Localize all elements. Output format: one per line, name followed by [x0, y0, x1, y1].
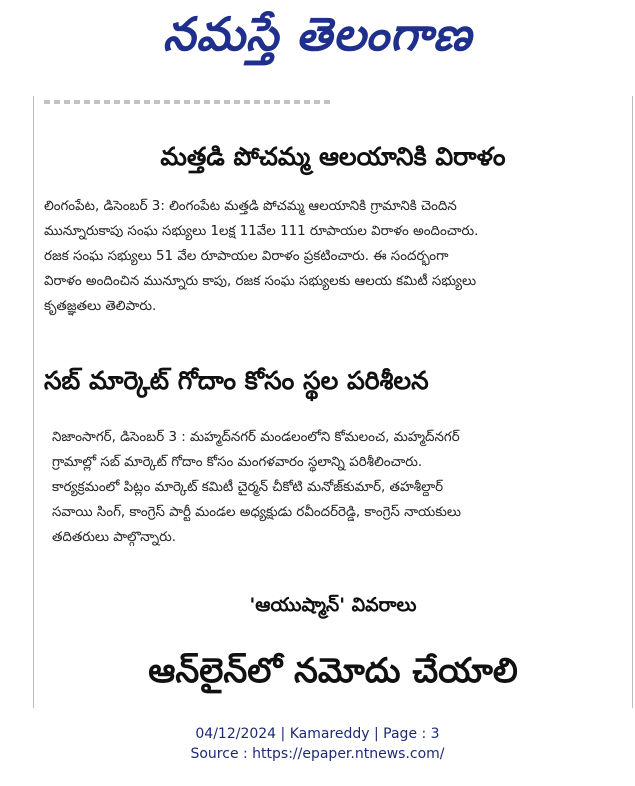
clipping-right-border: [632, 96, 633, 708]
newspaper-masthead: [0, 0, 635, 80]
headline-market-godown: సబ్ మార్కెట్ గోదాం కోసం స్థల పరిశీలన: [44, 366, 429, 395]
article-line: నిజాంసాగర్, డిసెంబర్ 3 : మహ్మద్‌నగర్ మండలంలోని కోమలంచ, మహ్మద్‌నగర్: [52, 430, 460, 445]
article-line: కార్యక్రమంలో పిట్లం మార్కెట్ కమిటీ చైర్మన్ చీకోటి మనోజ్‌కుమార్, తహశీల్దార్: [52, 480, 444, 495]
page-footer: [0, 724, 635, 764]
article-market-godown: [44, 425, 626, 555]
article-line: సవాయి సింగ్, కాంగ్రెస్ పార్టీ మండల అధ్యక్షుడు రవీందర్‌రెడ్డి, కాంగ్రెస్ నాయకులు: [52, 505, 461, 520]
footer-source: Source : https://epaper.ntnews.com/: [190, 746, 445, 762]
article-line: లింగంపేట, డిసెంబర్ 3: లింగంపేట మత్తడి పోచమ్మ ఆలయానికి గ్రామానికి చెందిన: [44, 199, 457, 214]
article-line: రజక సంఘ సభ్యులు 51 వేల రూపాయల విరాళం ప్రకటించారు. ఈ సందర్భంగా: [44, 249, 449, 264]
masthead-title: నమస్తే తెలంగాణ: [162, 7, 473, 61]
news-clipping: [34, 96, 632, 708]
headline-online-registration: ఆన్‌లైన్‌లో నమోదు చేయాలి: [148, 651, 518, 691]
article-line: తదితరులు పాల్గొన్నారు.: [52, 530, 176, 545]
article-line: విరాళం అందించిన మున్నూరు కాపు, రజక సంఘ సభ్యులకు ఆలయ కమిటీ సభ్యులు: [44, 274, 477, 289]
subheadline-ayushman: 'ఆయుష్మాన్' వివరాలు: [249, 594, 417, 616]
article-line: కృతజ్ఞతలు తెలిపారు.: [44, 299, 157, 314]
article-line: మున్నూరుకాపు సంఘ సభ్యులు 1లక్ష 11వేల 111 రూపాయల విరాళం అందించారు.: [44, 224, 479, 239]
footer-date-edition: 04/12/2024 | Kamareddy | Page : 3: [195, 726, 440, 742]
headline-temple-donation: మత్తడి పోచమ్మ ఆలయానికి విరాళం: [160, 142, 506, 171]
article-line: గ్రామాల్లో సబ్ మార్కెట్ గోదాం కోసం మంగళవారం స్థలాన్ని పరిశీలించారు.: [52, 455, 423, 470]
article-temple-donation: [44, 194, 626, 324]
